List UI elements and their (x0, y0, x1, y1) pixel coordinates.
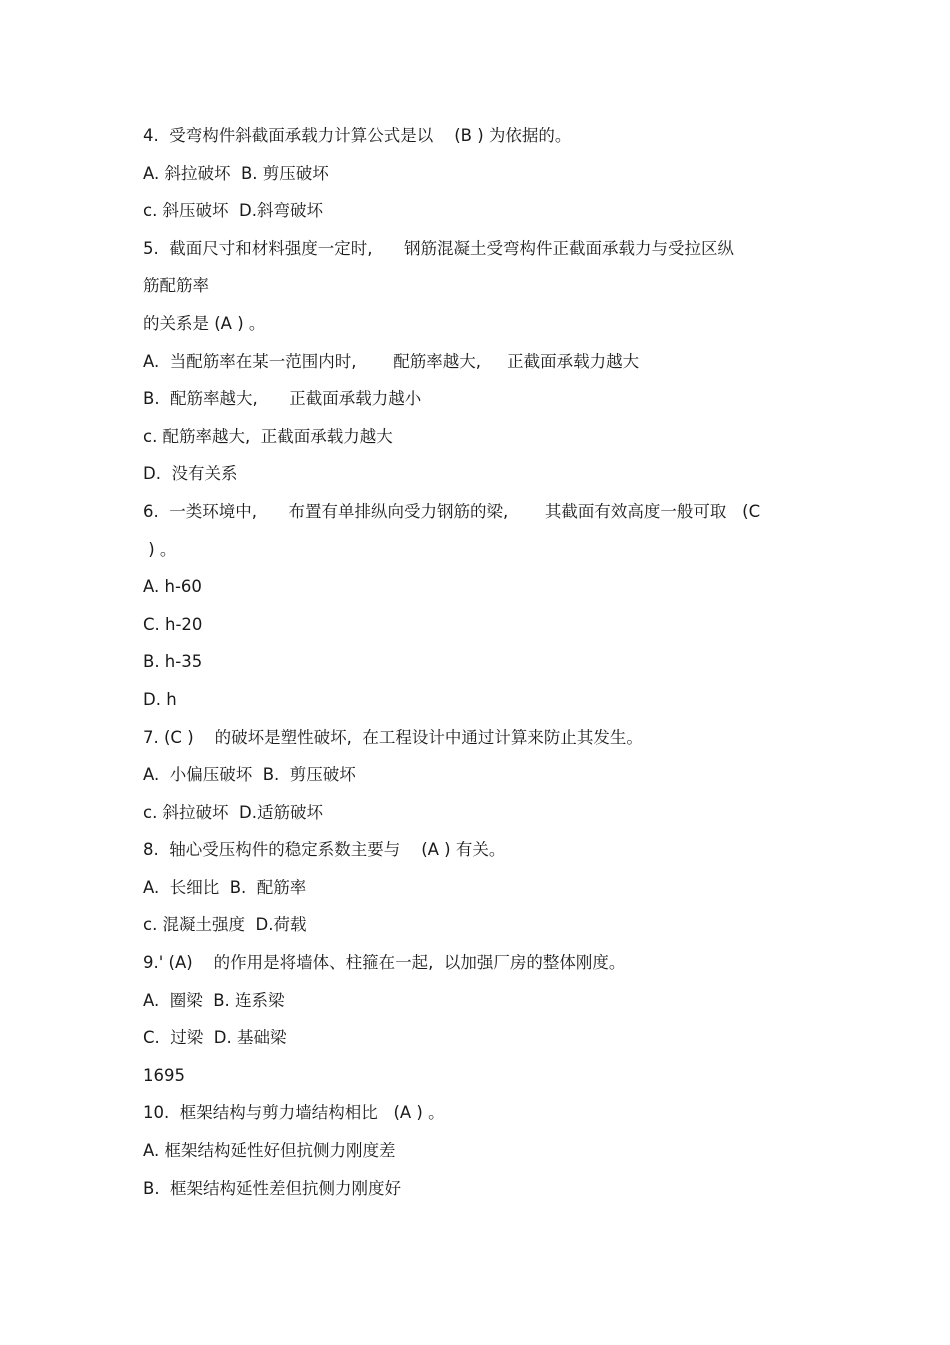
text-line: 的关系是 (A ) 。 (143, 313, 266, 333)
text-line: C. 过梁 D. 基础梁 (143, 1028, 287, 1048)
text-line: A. 斜拉破坏 B. 剪压破坏 (143, 163, 329, 183)
text-line: D. h (143, 689, 177, 709)
text-line: A. 长细比 B. 配筋率 (143, 877, 307, 897)
text-line: A. 框架结构延性好但抗侧力刚度差 (143, 1141, 396, 1161)
text-line: B. 框架结构延性差但抗侧力刚度好 (143, 1178, 402, 1198)
text-line: C. h-20 (143, 614, 203, 634)
text-line: c. 配筋率越大, 正截面承载力越大 (143, 426, 393, 446)
text-line: ) 。 (143, 539, 177, 559)
text-line: D. 没有关系 (143, 464, 238, 484)
text-line: A. 当配筋率在某一范围内时, 配筋率越大, 正截面承载力越大 (143, 351, 640, 371)
text-line: 8. 轴心受压构件的稳定系数主要与 (A ) 有关。 (143, 840, 506, 860)
page-number: 1695 (143, 1065, 185, 1085)
text-line: 5. 截面尺寸和材料强度一定时, 钢筋混凝土受弯构件正截面承载力与受拉区纵 (143, 238, 734, 258)
text-line: A. 圈梁 B. 连系梁 (143, 990, 285, 1010)
text-line: 9.' (A) 的作用是将墙体、柱箍在一起, 以加强厂房的整体刚度。 (143, 953, 626, 973)
text-line: A. 小偏压破坏 B. 剪压破坏 (143, 765, 356, 785)
text-line: 7. (C ) 的破坏是塑性破坏, 在工程设计中通过计算来防止其发生。 (143, 727, 643, 747)
text-line: B. h-35 (143, 652, 203, 672)
text-line: 6. 一类环境中, 布置有单排纵向受力钢筋的梁, 其截面有效高度一般可取 (C (143, 501, 761, 521)
text-line: 4. 受弯构件斜截面承载力计算公式是以 (B ) 为依据的。 (143, 126, 572, 145)
text-line: 筋配筋率 (143, 276, 209, 296)
text-line: c. 混凝土强度 D.荷载 (143, 915, 307, 935)
text-line: c. 斜拉破坏 D.适筋破坏 (143, 802, 324, 822)
text-line: A. h-60 (143, 577, 202, 597)
text-line: c. 斜压破坏 D.斜弯破坏 (143, 201, 324, 221)
text-line: B. 配筋率越大, 正截面承载力越小 (143, 389, 422, 409)
text-line: 10. 框架结构与剪力墙结构相比 (A ) 。 (143, 1103, 445, 1123)
document-body (143, 117, 823, 1207)
